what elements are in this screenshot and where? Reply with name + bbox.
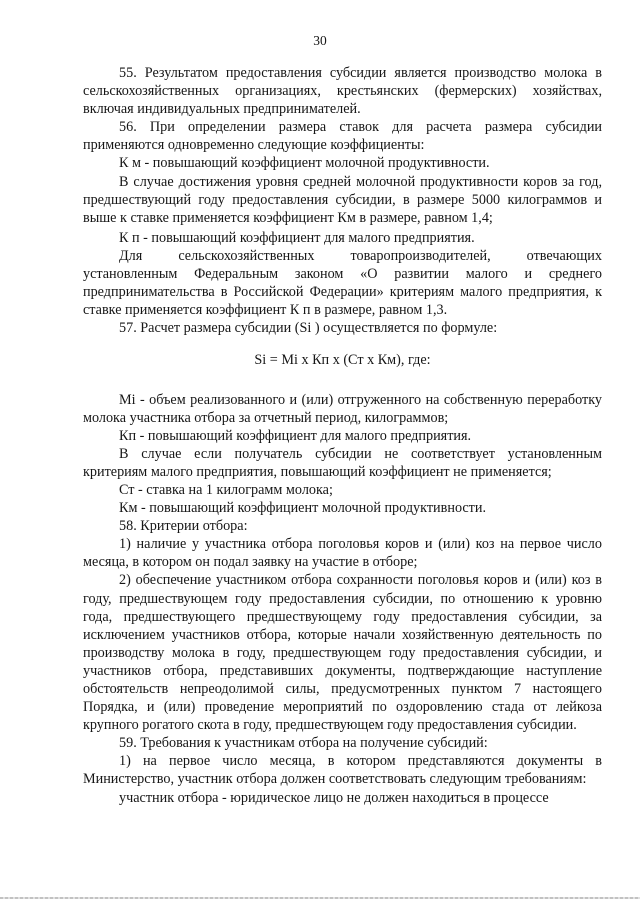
st-definition: Ст - ставка на 1 килограмм молока; xyxy=(119,481,333,498)
page-number: 30 xyxy=(313,33,327,48)
kp-condition: Для сельскохозяйственных товаропроизводителей, отвечающих установленным Федеральным законом «О развитии малого и среднего предпринимательства в Российской Федерации» критериям малого предприятия, к ставке применяется коэффициент К п в размере, равном 1,3. xyxy=(83,247,602,319)
document-body xyxy=(83,64,602,807)
paragraph-56: 56. При определении размера ставок для расчета размера субсидии применяются одновременно следующие коэффициенты: xyxy=(83,119,602,154)
requirement-1: 1) на первое число месяца, в котором представляются документы в Министерство, участник отбора должен соответствовать следующим требованиям: xyxy=(83,753,602,788)
scan-edge-line xyxy=(0,897,640,899)
kp-definition: К п - повышающий коэффициент для малого предприятия. xyxy=(119,229,475,246)
km-definition-2: Км - повышающий коэффициент молочной продуктивности. xyxy=(119,500,487,517)
paragraph-55: 55. Результатом предоставления субсидии является производство молока в сельскохозяйственных организациях, крестьянских (фермерских) хозяйствах, включая индивидуальных предпринимателей. xyxy=(83,65,602,118)
criterion-2: 2) обеспечение участником отбора сохранности поголовья коров и (или) коз в году, предшествующем году предоставления субсидии, по отношению к уровню года, предшествующего предшествующему году предоставления субсидии, за исключением участников отбора, которые начали хозяйственную деятельность по производству молока в году, предшествующем году предоставления субсидии, и участников отбора, представивших документы, подтверждающие наступление обстоятельств непреодолимой силы, предусмотренных пунктом 7 настоящего Порядка, и (или) проведение мероприятий по оздоровлению стада от лейкоза крупного рогатого скота в году, предшествующем году предоставления субсидии. xyxy=(83,572,602,734)
mi-definition: Мi - объем реализованного и (или) отгруженного на собственную переработку молока участника отбора за отчетный период, килограммов; xyxy=(83,391,602,426)
km-condition: В случае достижения уровня средней молочной продуктивности коров за год, предшествующий году предоставления субсидии, в размере 5000 килограммов и выше к ставке применяется коэффициент Км в размере, равном 1,4; xyxy=(83,173,602,226)
paragraph-57: 57. Расчет размера субсидии (Si ) осуществляется по формуле: xyxy=(119,320,498,337)
kp-definition-2: Кп - повышающий коэффициент для малого предприятия. xyxy=(119,427,472,444)
criterion-1: 1) наличие у участника отбора поголовья коров и (или) коз на первое число месяца, в котором он подал заявку на участие в отборе; xyxy=(83,536,602,571)
requirement-1a: участник отбора - юридическое лицо не должен находиться в процессе xyxy=(119,789,549,806)
subsidy-formula: Si = Mi х Кп х (Ст х Км), где: xyxy=(254,352,431,369)
kp-condition-2: В случае если получатель субсидии не соответствует установленным критериям малого предприятия, повышающий коэффициент не применяется; xyxy=(83,445,602,480)
paragraph-59: 59. Требования к участникам отбора на получение субсидий: xyxy=(119,735,488,752)
paragraph-58: 58. Критерии отбора: xyxy=(119,518,248,535)
km-definition: К м - повышающий коэффициент молочной продуктивности. xyxy=(119,155,490,172)
